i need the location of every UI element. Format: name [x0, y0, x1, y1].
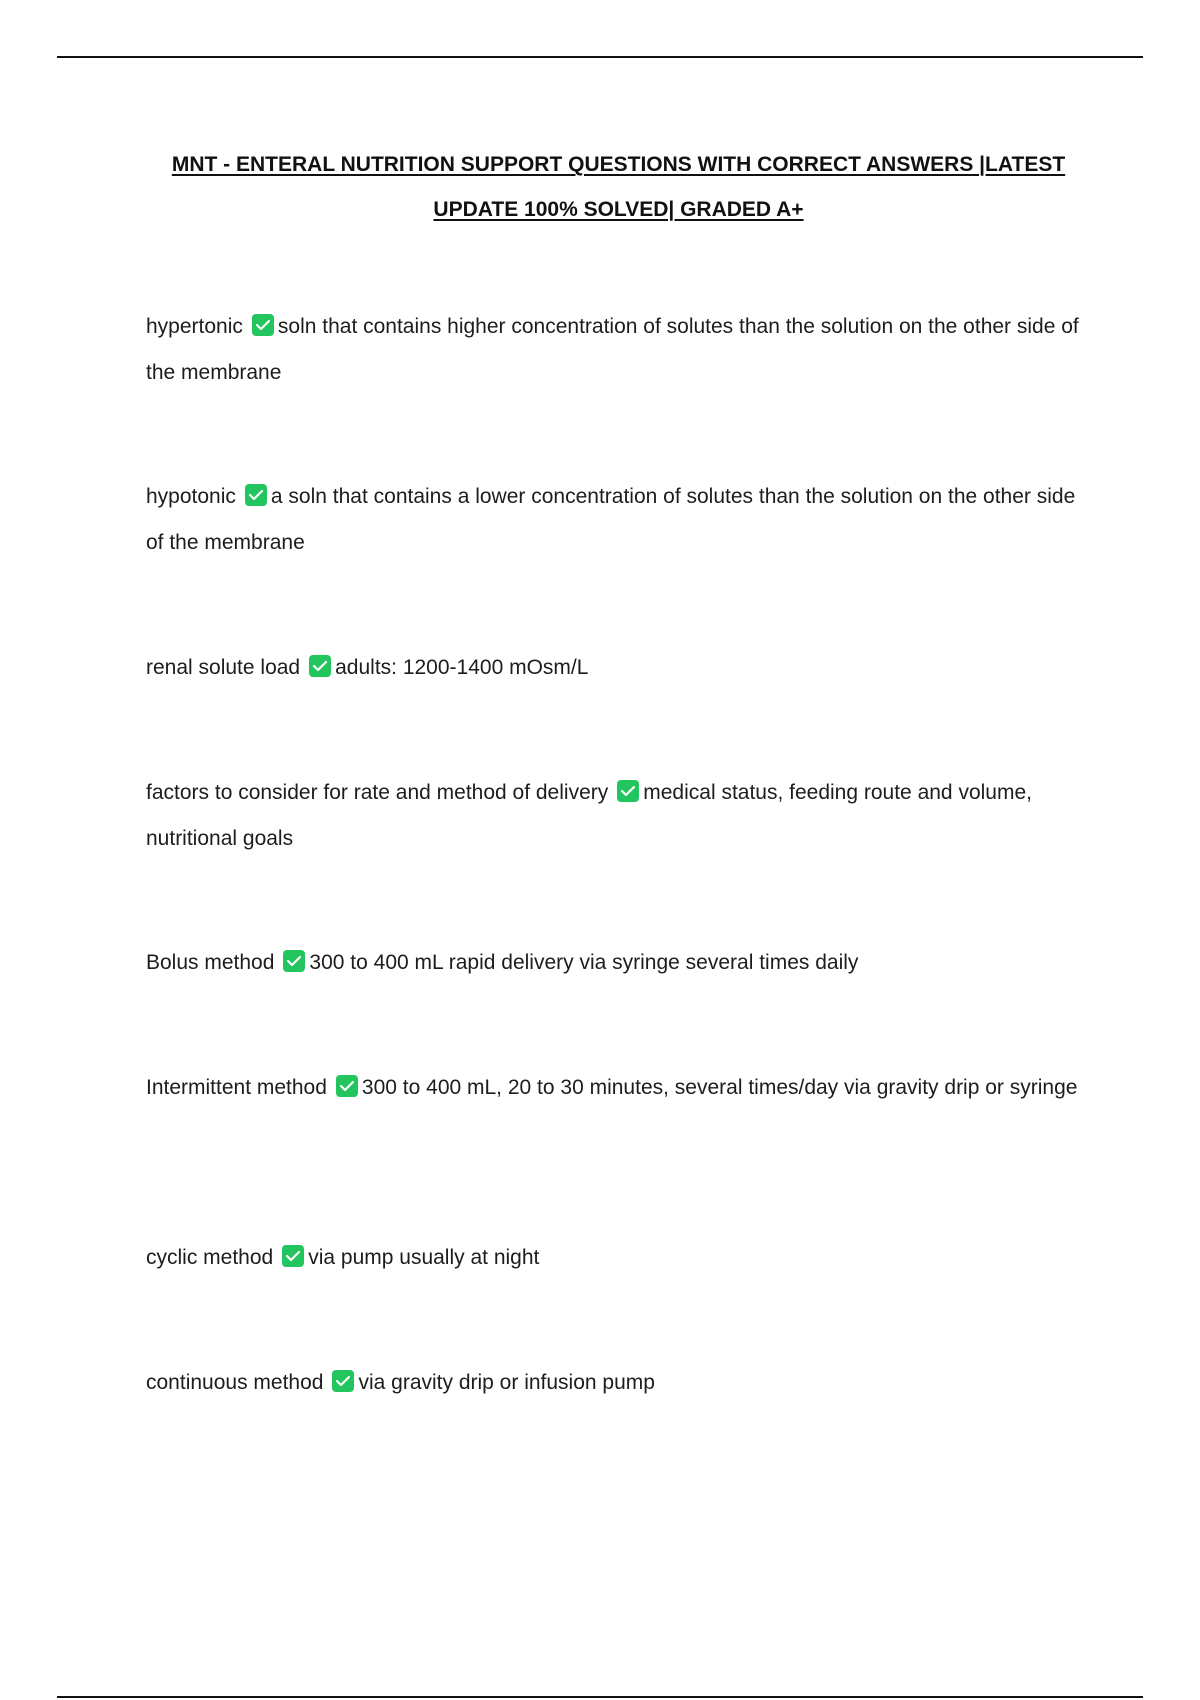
answer: adults: 1200-1400 mOsm/L [335, 656, 589, 679]
term: renal solute load [146, 656, 301, 679]
bottom-divider [57, 1696, 1143, 1698]
title-line-2: UPDATE 100% SOLVED| GRADED A+ [433, 198, 804, 221]
qa-item-intermittent-method [146, 1065, 1092, 1111]
check-icon [617, 780, 639, 802]
answer: 300 to 400 mL, 20 to 30 minutes, several times/day via gravity drip or syringe [361, 1076, 1078, 1099]
qa-item-cyclic-method [146, 1235, 1092, 1281]
term: cyclic method [146, 1246, 274, 1269]
qa-item-hypotonic [146, 474, 1092, 566]
check-icon [252, 314, 274, 336]
term: hypertonic [146, 315, 243, 338]
term: continuous method [146, 1371, 324, 1394]
term: Intermittent method [146, 1076, 327, 1099]
check-icon [283, 950, 305, 972]
qa-item-hypertonic [146, 304, 1092, 396]
check-icon [245, 484, 267, 506]
answer: via gravity drip or infusion pump [358, 1371, 655, 1394]
term: hypotonic [146, 485, 236, 508]
answer: a soln that contains a lower concentration of solutes than the solution on the other side of the membrane [146, 485, 1076, 554]
answer: 300 to 400 mL rapid delivery via syringe several times daily [309, 951, 859, 974]
term: factors to consider for rate and method of delivery [146, 781, 609, 804]
check-icon [332, 1370, 354, 1392]
qa-item-renal-solute-load [146, 645, 1092, 691]
check-icon [282, 1245, 304, 1267]
qa-item-bolus-method [146, 940, 1092, 986]
check-icon [309, 655, 331, 677]
title-line-1: MNT - ENTERAL NUTRITION SUPPORT QUESTIONS WITH CORRECT ANSWERS |LATEST [171, 153, 1066, 176]
top-divider [57, 56, 1143, 58]
answer: medical status, feeding route and volume, nutritional goals [146, 781, 1032, 850]
answer: soln that contains higher concentration of solutes than the solution on the other side of the membrane [146, 315, 1079, 384]
qa-item-factors-rate-method [146, 770, 1092, 862]
answer: via pump usually at night [308, 1246, 540, 1269]
qa-item-continuous-method [146, 1360, 1092, 1406]
term: Bolus method [146, 951, 275, 974]
page-title [0, 142, 1200, 232]
check-icon [336, 1075, 358, 1097]
